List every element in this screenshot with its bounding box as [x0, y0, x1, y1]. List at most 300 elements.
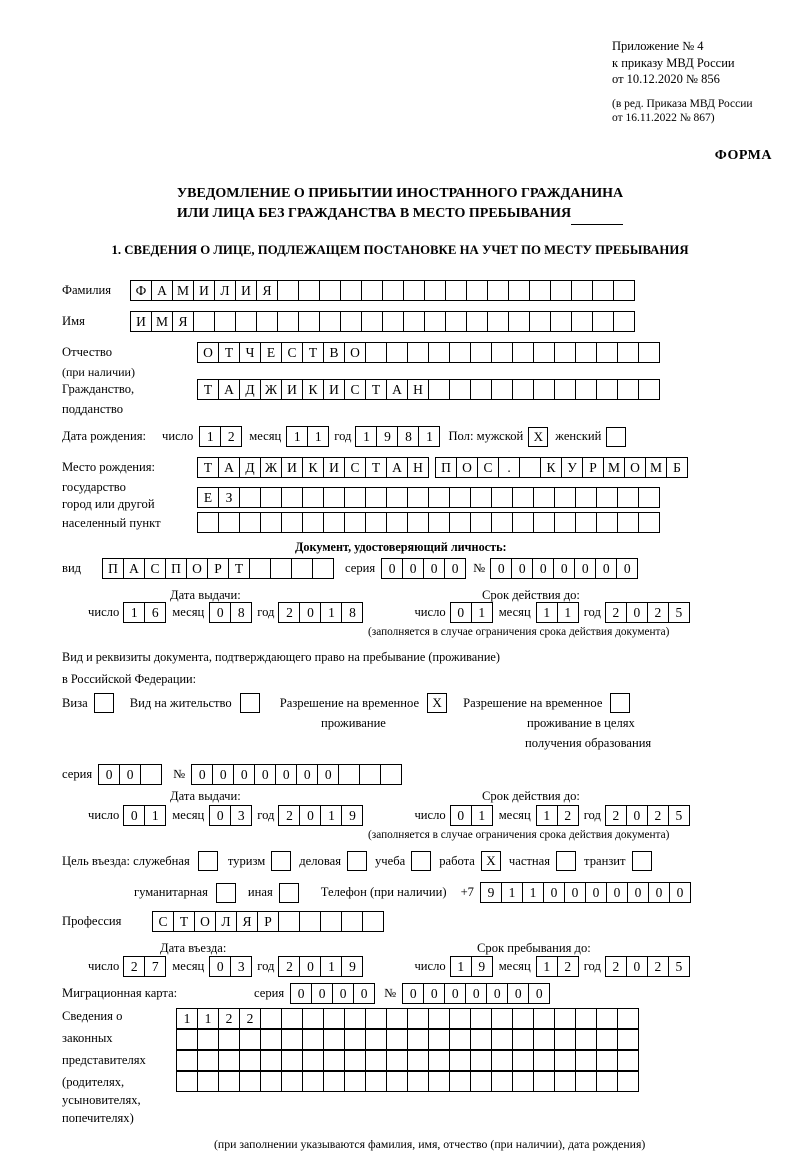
char-cell[interactable] — [344, 1008, 366, 1029]
char-cell[interactable] — [596, 1050, 618, 1071]
char-cell[interactable] — [323, 1029, 345, 1050]
char-cell[interactable] — [575, 1008, 597, 1029]
char-cell[interactable] — [596, 1008, 618, 1029]
char-cell[interactable] — [386, 487, 408, 508]
char-cell[interactable] — [365, 342, 387, 363]
char-cell[interactable]: 2 — [220, 426, 242, 447]
char-cell[interactable] — [571, 280, 593, 301]
char-cell[interactable] — [281, 1050, 303, 1071]
char-cell[interactable]: 0 — [402, 983, 424, 1004]
char-cell[interactable]: Л — [215, 911, 237, 932]
char-cell[interactable]: 1 — [501, 882, 523, 903]
char-cell[interactable]: 1 — [307, 426, 329, 447]
char-cell[interactable] — [312, 558, 334, 579]
char-cell[interactable]: 2 — [278, 805, 300, 826]
purpose-humanitarian-checkbox[interactable] — [216, 883, 236, 903]
char-cell[interactable]: Р — [257, 911, 279, 932]
char-cell[interactable]: 0 — [585, 882, 607, 903]
doc-valid-year-input[interactable] — [605, 602, 689, 623]
char-cell[interactable]: М — [172, 280, 194, 301]
permit-valid-day-input[interactable] — [450, 805, 492, 826]
char-cell[interactable]: 2 — [647, 956, 669, 977]
entry-year-input[interactable] — [278, 956, 362, 977]
char-cell[interactable] — [533, 1008, 555, 1029]
char-cell[interactable] — [512, 512, 534, 533]
char-cell[interactable] — [592, 311, 614, 332]
char-cell[interactable] — [449, 1071, 471, 1092]
char-cell[interactable]: 1 — [286, 426, 308, 447]
char-cell[interactable]: 2 — [647, 602, 669, 623]
char-cell[interactable]: 2 — [557, 805, 579, 826]
char-cell[interactable]: А — [386, 457, 408, 478]
char-cell[interactable]: 0 — [444, 558, 466, 579]
char-cell[interactable]: 6 — [144, 602, 166, 623]
char-cell[interactable] — [470, 1008, 492, 1029]
char-cell[interactable]: 0 — [543, 882, 565, 903]
char-cell[interactable]: Т — [173, 911, 195, 932]
char-cell[interactable] — [613, 280, 635, 301]
char-cell[interactable] — [361, 280, 383, 301]
char-cell[interactable] — [508, 280, 530, 301]
char-cell[interactable] — [197, 1071, 219, 1092]
char-cell[interactable] — [449, 487, 471, 508]
char-cell[interactable] — [176, 1029, 198, 1050]
char-cell[interactable] — [344, 1050, 366, 1071]
char-cell[interactable] — [197, 512, 219, 533]
char-cell[interactable]: Ж — [260, 457, 282, 478]
char-cell[interactable]: 0 — [626, 956, 648, 977]
char-cell[interactable] — [407, 1071, 429, 1092]
char-cell[interactable]: 7 — [144, 956, 166, 977]
char-cell[interactable] — [533, 1029, 555, 1050]
char-cell[interactable]: 8 — [341, 602, 363, 623]
char-cell[interactable] — [512, 1050, 534, 1071]
char-cell[interactable] — [491, 512, 513, 533]
char-cell[interactable]: С — [344, 457, 366, 478]
char-cell[interactable]: К — [302, 457, 324, 478]
permit-valid-month-input[interactable] — [536, 805, 578, 826]
char-cell[interactable]: О — [186, 558, 208, 579]
char-cell[interactable] — [299, 911, 321, 932]
char-cell[interactable] — [575, 342, 597, 363]
char-cell[interactable]: И — [235, 280, 257, 301]
birthplace-city-input-row2[interactable] — [197, 487, 659, 508]
char-cell[interactable]: А — [123, 558, 145, 579]
char-cell[interactable]: 0 — [209, 602, 231, 623]
char-cell[interactable]: 0 — [119, 764, 141, 785]
char-cell[interactable]: К — [540, 457, 562, 478]
char-cell[interactable]: 1 — [197, 1008, 219, 1029]
char-cell[interactable] — [575, 1071, 597, 1092]
doc-valid-month-input[interactable] — [536, 602, 578, 623]
char-cell[interactable] — [239, 512, 261, 533]
char-cell[interactable] — [470, 379, 492, 400]
permit-issue-year-input[interactable] — [278, 805, 362, 826]
char-cell[interactable] — [550, 311, 572, 332]
char-cell[interactable] — [550, 280, 572, 301]
char-cell[interactable]: А — [218, 379, 240, 400]
char-cell[interactable] — [470, 512, 492, 533]
char-cell[interactable]: 0 — [490, 558, 512, 579]
char-cell[interactable]: 0 — [299, 602, 321, 623]
char-cell[interactable]: 2 — [278, 956, 300, 977]
char-cell[interactable] — [302, 487, 324, 508]
char-cell[interactable]: 0 — [381, 558, 403, 579]
permit-series-input[interactable] — [98, 764, 161, 785]
char-cell[interactable] — [466, 311, 488, 332]
char-cell[interactable] — [302, 1071, 324, 1092]
char-cell[interactable]: 2 — [123, 956, 145, 977]
char-cell[interactable] — [260, 487, 282, 508]
char-cell[interactable]: К — [302, 379, 324, 400]
char-cell[interactable] — [533, 512, 555, 533]
doc-valid-day-input[interactable] — [450, 602, 492, 623]
char-cell[interactable] — [382, 311, 404, 332]
char-cell[interactable]: 0 — [233, 764, 255, 785]
char-cell[interactable] — [575, 512, 597, 533]
citizenship-input[interactable] — [197, 379, 659, 400]
char-cell[interactable] — [323, 487, 345, 508]
char-cell[interactable] — [386, 1029, 408, 1050]
char-cell[interactable] — [554, 1029, 576, 1050]
char-cell[interactable]: Т — [302, 342, 324, 363]
char-cell[interactable]: 0 — [450, 805, 472, 826]
char-cell[interactable] — [428, 1029, 450, 1050]
char-cell[interactable]: О — [194, 911, 216, 932]
char-cell[interactable] — [176, 1071, 198, 1092]
char-cell[interactable]: Т — [365, 457, 387, 478]
char-cell[interactable] — [617, 1071, 639, 1092]
char-cell[interactable] — [386, 512, 408, 533]
char-cell[interactable]: 1 — [355, 426, 377, 447]
doc-number-input[interactable] — [490, 558, 637, 579]
char-cell[interactable]: 1 — [536, 602, 558, 623]
char-cell[interactable]: 5 — [668, 805, 690, 826]
char-cell[interactable] — [386, 1050, 408, 1071]
char-cell[interactable] — [470, 487, 492, 508]
char-cell[interactable] — [428, 342, 450, 363]
char-cell[interactable]: 0 — [669, 882, 691, 903]
char-cell[interactable] — [298, 280, 320, 301]
char-cell[interactable]: 1 — [123, 602, 145, 623]
char-cell[interactable]: 0 — [254, 764, 276, 785]
char-cell[interactable] — [428, 487, 450, 508]
char-cell[interactable] — [512, 1008, 534, 1029]
char-cell[interactable] — [344, 1029, 366, 1050]
char-cell[interactable] — [470, 1029, 492, 1050]
char-cell[interactable]: 0 — [595, 558, 617, 579]
char-cell[interactable]: 0 — [299, 805, 321, 826]
char-cell[interactable] — [361, 311, 383, 332]
char-cell[interactable]: 0 — [402, 558, 424, 579]
char-cell[interactable] — [554, 1050, 576, 1071]
char-cell[interactable]: 0 — [191, 764, 213, 785]
char-cell[interactable]: 0 — [299, 956, 321, 977]
char-cell[interactable]: 9 — [341, 956, 363, 977]
char-cell[interactable] — [491, 379, 513, 400]
char-cell[interactable] — [449, 1029, 471, 1050]
char-cell[interactable] — [491, 342, 513, 363]
char-cell[interactable] — [554, 512, 576, 533]
char-cell[interactable] — [638, 487, 660, 508]
char-cell[interactable] — [239, 1050, 261, 1071]
char-cell[interactable] — [260, 1050, 282, 1071]
char-cell[interactable] — [218, 512, 240, 533]
char-cell[interactable] — [323, 1008, 345, 1029]
char-cell[interactable] — [298, 311, 320, 332]
char-cell[interactable]: Н — [407, 379, 429, 400]
char-cell[interactable] — [386, 342, 408, 363]
char-cell[interactable] — [340, 280, 362, 301]
char-cell[interactable]: 8 — [397, 426, 419, 447]
stay-month-input[interactable] — [536, 956, 578, 977]
char-cell[interactable] — [239, 1071, 261, 1092]
char-cell[interactable] — [407, 512, 429, 533]
char-cell[interactable]: Р — [207, 558, 229, 579]
char-cell[interactable] — [519, 457, 541, 478]
char-cell[interactable]: 0 — [209, 956, 231, 977]
char-cell[interactable]: П — [435, 457, 457, 478]
char-cell[interactable] — [617, 342, 639, 363]
char-cell[interactable]: 8 — [230, 602, 252, 623]
char-cell[interactable] — [359, 764, 381, 785]
char-cell[interactable] — [407, 1008, 429, 1029]
char-cell[interactable] — [575, 1029, 597, 1050]
char-cell[interactable]: 9 — [471, 956, 493, 977]
visa-checkbox[interactable] — [94, 693, 114, 713]
char-cell[interactable] — [278, 911, 300, 932]
doc-issue-day-input[interactable] — [123, 602, 165, 623]
birth-year-input[interactable] — [355, 426, 439, 447]
char-cell[interactable] — [445, 280, 467, 301]
char-cell[interactable] — [277, 311, 299, 332]
char-cell[interactable] — [470, 342, 492, 363]
char-cell[interactable]: И — [323, 379, 345, 400]
char-cell[interactable]: 0 — [528, 983, 550, 1004]
purpose-service-checkbox[interactable] — [198, 851, 218, 871]
profession-input[interactable] — [152, 911, 383, 932]
char-cell[interactable] — [571, 311, 593, 332]
char-cell[interactable]: П — [165, 558, 187, 579]
char-cell[interactable]: 0 — [606, 882, 628, 903]
char-cell[interactable] — [617, 1050, 639, 1071]
char-cell[interactable] — [407, 487, 429, 508]
char-cell[interactable] — [596, 1029, 618, 1050]
char-cell[interactable] — [260, 1071, 282, 1092]
char-cell[interactable]: 0 — [507, 983, 529, 1004]
char-cell[interactable]: 0 — [648, 882, 670, 903]
char-cell[interactable] — [218, 1029, 240, 1050]
char-cell[interactable] — [302, 1050, 324, 1071]
purpose-work-checkbox[interactable]: X — [481, 851, 501, 871]
char-cell[interactable]: 5 — [668, 956, 690, 977]
char-cell[interactable] — [575, 1050, 597, 1071]
char-cell[interactable] — [638, 512, 660, 533]
char-cell[interactable] — [638, 342, 660, 363]
char-cell[interactable]: Л — [214, 280, 236, 301]
char-cell[interactable] — [291, 558, 313, 579]
char-cell[interactable] — [554, 1071, 576, 1092]
char-cell[interactable]: 2 — [605, 956, 627, 977]
char-cell[interactable]: 0 — [423, 558, 445, 579]
purpose-transit-checkbox[interactable] — [632, 851, 652, 871]
char-cell[interactable] — [533, 487, 555, 508]
char-cell[interactable] — [256, 311, 278, 332]
char-cell[interactable] — [596, 512, 618, 533]
char-cell[interactable] — [362, 911, 384, 932]
char-cell[interactable]: 1 — [450, 956, 472, 977]
char-cell[interactable]: И — [130, 311, 152, 332]
char-cell[interactable] — [281, 487, 303, 508]
purpose-private-checkbox[interactable] — [556, 851, 576, 871]
char-cell[interactable]: З — [218, 487, 240, 508]
char-cell[interactable] — [428, 1008, 450, 1029]
char-cell[interactable] — [508, 311, 530, 332]
char-cell[interactable] — [214, 311, 236, 332]
char-cell[interactable] — [596, 379, 618, 400]
char-cell[interactable] — [424, 280, 446, 301]
char-cell[interactable] — [319, 311, 341, 332]
char-cell[interactable]: 0 — [465, 983, 487, 1004]
purpose-other-checkbox[interactable] — [279, 883, 299, 903]
char-cell[interactable] — [491, 1071, 513, 1092]
patronymic-input[interactable] — [197, 342, 659, 363]
char-cell[interactable]: 1 — [536, 805, 558, 826]
char-cell[interactable]: Е — [197, 487, 219, 508]
char-cell[interactable] — [386, 1071, 408, 1092]
char-cell[interactable]: С — [144, 558, 166, 579]
char-cell[interactable] — [512, 342, 534, 363]
doc-issue-year-input[interactable] — [278, 602, 362, 623]
name-input[interactable] — [130, 311, 634, 332]
char-cell[interactable]: А — [218, 457, 240, 478]
char-cell[interactable]: 0 — [627, 882, 649, 903]
char-cell[interactable] — [365, 487, 387, 508]
char-cell[interactable]: 1 — [144, 805, 166, 826]
char-cell[interactable] — [341, 911, 363, 932]
char-cell[interactable]: 2 — [605, 805, 627, 826]
char-cell[interactable]: 1 — [199, 426, 221, 447]
char-cell[interactable] — [344, 512, 366, 533]
char-cell[interactable] — [487, 280, 509, 301]
char-cell[interactable]: И — [281, 379, 303, 400]
char-cell[interactable] — [445, 311, 467, 332]
char-cell[interactable]: 0 — [511, 558, 533, 579]
birth-month-input[interactable] — [286, 426, 328, 447]
char-cell[interactable] — [533, 379, 555, 400]
char-cell[interactable]: М — [645, 457, 667, 478]
char-cell[interactable] — [407, 342, 429, 363]
char-cell[interactable] — [575, 379, 597, 400]
sex-female-checkbox[interactable] — [606, 427, 626, 447]
char-cell[interactable] — [596, 1071, 618, 1092]
char-cell[interactable]: Ж — [260, 379, 282, 400]
legal-rep-input-2[interactable] — [176, 1029, 638, 1050]
char-cell[interactable] — [491, 487, 513, 508]
char-cell[interactable]: С — [344, 379, 366, 400]
char-cell[interactable]: Я — [236, 911, 258, 932]
char-cell[interactable]: И — [193, 280, 215, 301]
char-cell[interactable] — [197, 1029, 219, 1050]
char-cell[interactable]: 0 — [532, 558, 554, 579]
stay-year-input[interactable] — [605, 956, 689, 977]
char-cell[interactable] — [428, 512, 450, 533]
char-cell[interactable]: 0 — [296, 764, 318, 785]
char-cell[interactable]: 9 — [376, 426, 398, 447]
char-cell[interactable]: О — [197, 342, 219, 363]
sex-male-checkbox[interactable]: X — [528, 427, 548, 447]
char-cell[interactable] — [270, 558, 292, 579]
char-cell[interactable] — [533, 1071, 555, 1092]
char-cell[interactable] — [176, 1050, 198, 1071]
char-cell[interactable]: 9 — [341, 805, 363, 826]
char-cell[interactable]: 0 — [626, 805, 648, 826]
char-cell[interactable] — [365, 1029, 387, 1050]
char-cell[interactable] — [470, 1071, 492, 1092]
char-cell[interactable]: С — [281, 342, 303, 363]
char-cell[interactable] — [365, 1050, 387, 1071]
char-cell[interactable]: 0 — [486, 983, 508, 1004]
birth-day-input[interactable] — [199, 426, 241, 447]
purpose-business-checkbox[interactable] — [347, 851, 367, 871]
char-cell[interactable]: О — [344, 342, 366, 363]
char-cell[interactable]: Т — [228, 558, 250, 579]
legal-rep-input-4[interactable] — [176, 1071, 638, 1092]
legal-rep-input-3[interactable] — [176, 1050, 638, 1071]
char-cell[interactable] — [529, 311, 551, 332]
surname-input[interactable] — [130, 280, 634, 301]
char-cell[interactable]: 5 — [668, 602, 690, 623]
char-cell[interactable] — [533, 1050, 555, 1071]
char-cell[interactable] — [365, 512, 387, 533]
char-cell[interactable]: 0 — [353, 983, 375, 1004]
char-cell[interactable] — [320, 911, 342, 932]
char-cell[interactable] — [407, 1029, 429, 1050]
birthplace-state-input[interactable] — [197, 457, 428, 478]
stay-day-input[interactable] — [450, 956, 492, 977]
char-cell[interactable] — [575, 487, 597, 508]
char-cell[interactable]: 0 — [317, 764, 339, 785]
char-cell[interactable] — [466, 280, 488, 301]
char-cell[interactable]: В — [323, 342, 345, 363]
permit-valid-year-input[interactable] — [605, 805, 689, 826]
char-cell[interactable]: 0 — [450, 602, 472, 623]
purpose-study-checkbox[interactable] — [411, 851, 431, 871]
char-cell[interactable]: 2 — [557, 956, 579, 977]
char-cell[interactable] — [449, 379, 471, 400]
char-cell[interactable]: И — [281, 457, 303, 478]
char-cell[interactable] — [277, 280, 299, 301]
char-cell[interactable] — [403, 311, 425, 332]
char-cell[interactable] — [382, 280, 404, 301]
doc-series-input[interactable] — [381, 558, 465, 579]
char-cell[interactable] — [323, 512, 345, 533]
char-cell[interactable] — [449, 342, 471, 363]
char-cell[interactable] — [512, 487, 534, 508]
char-cell[interactable] — [487, 311, 509, 332]
char-cell[interactable] — [319, 280, 341, 301]
char-cell[interactable]: Ф — [130, 280, 152, 301]
char-cell[interactable] — [302, 512, 324, 533]
char-cell[interactable]: 0 — [564, 882, 586, 903]
char-cell[interactable]: Т — [218, 342, 240, 363]
char-cell[interactable]: 0 — [574, 558, 596, 579]
char-cell[interactable]: 2 — [605, 602, 627, 623]
char-cell[interactable]: Я — [172, 311, 194, 332]
char-cell[interactable] — [428, 1071, 450, 1092]
char-cell[interactable]: Е — [260, 342, 282, 363]
char-cell[interactable]: 1 — [418, 426, 440, 447]
